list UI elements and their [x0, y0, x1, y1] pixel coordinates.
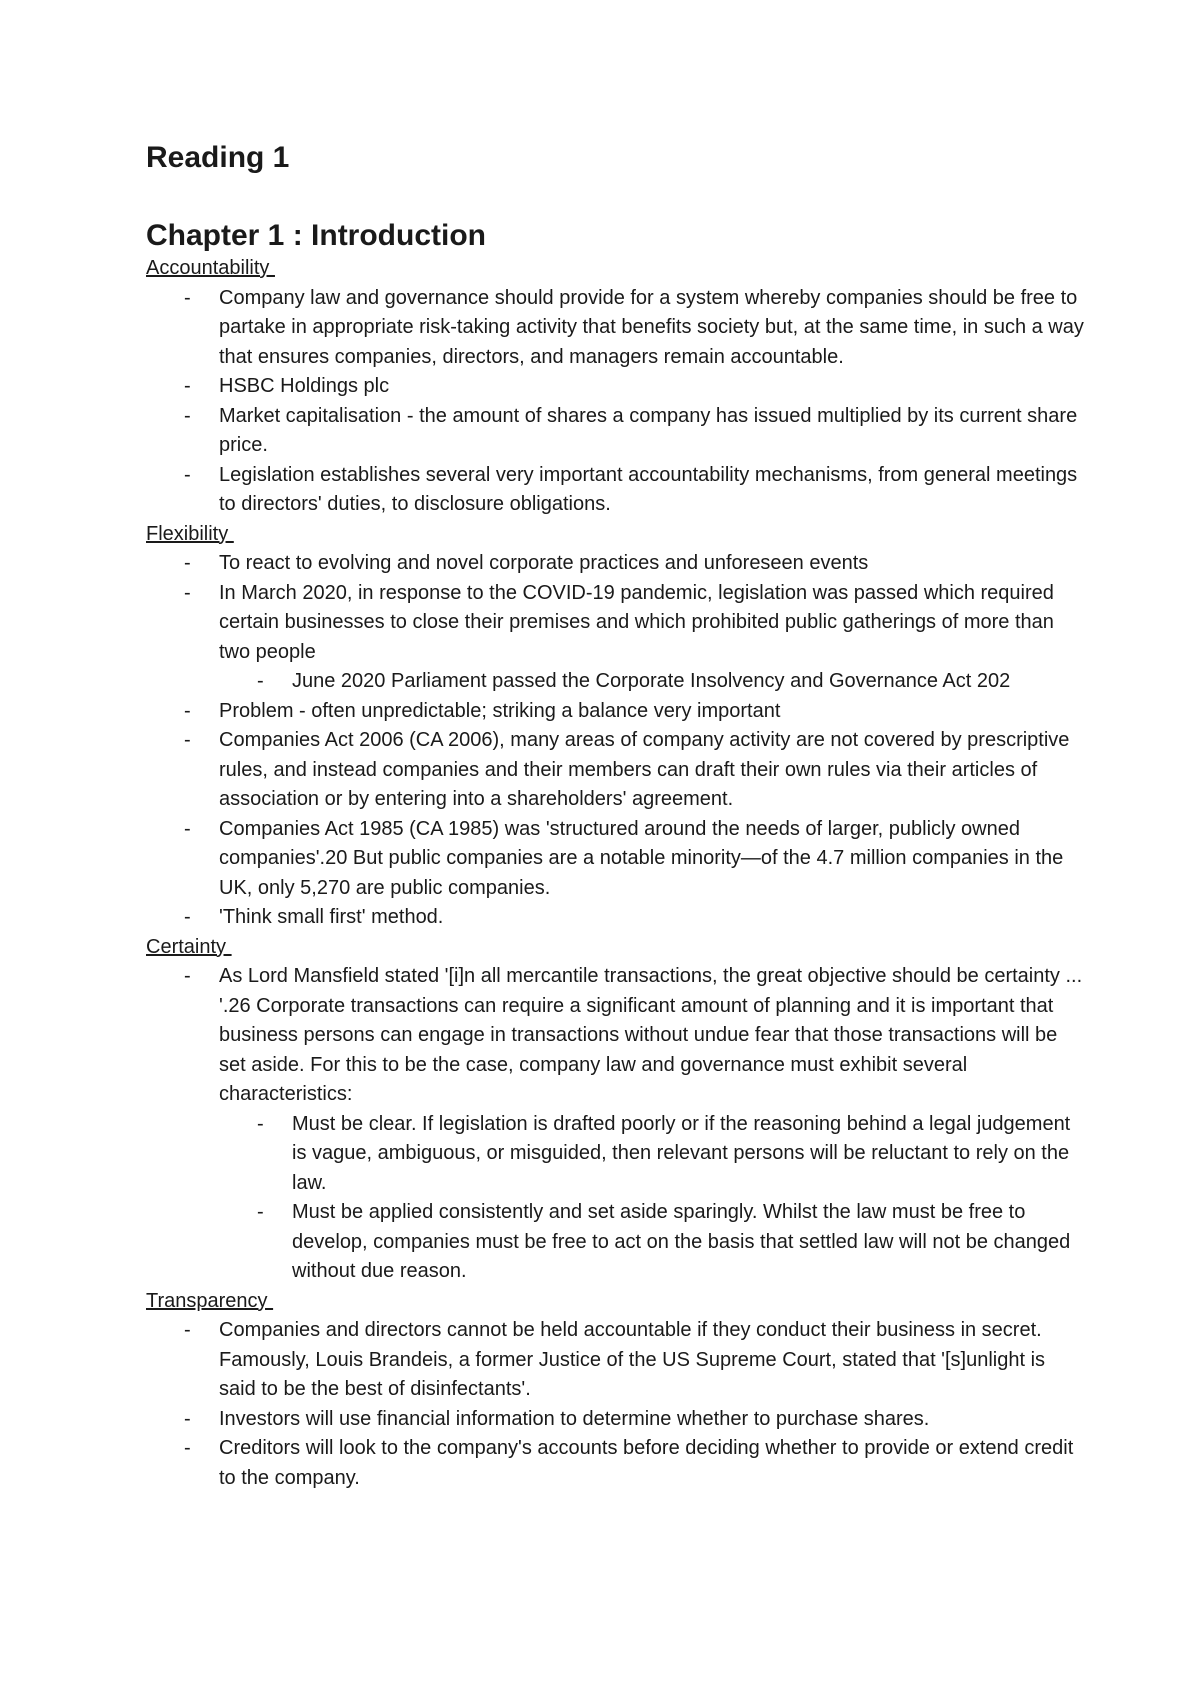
list-item [146, 726, 1086, 815]
list-item [146, 402, 1086, 461]
list-item-text: - Problem - often unpredictable; striking a balance very important [219, 699, 781, 722]
list-item [146, 461, 1086, 520]
sub-list-item: - Must be clear. If legislation is drafted poorly or if the reasoning behind a legal judgement is vague, ambiguous, or misguided, then relevant persons will be reluctant to rely on the law. [219, 1110, 1086, 1199]
sections-container [146, 254, 1086, 1493]
bullet-list [146, 1316, 1086, 1493]
list-item-text: - In March 2020, in response to the COVID-19 pandemic, legislation was passed which required certain businesses to close their premises and which prohibited public gatherings of more than two people [219, 581, 1054, 663]
list-item [146, 697, 1086, 727]
list-item-text: - Creditors will look to the company's accounts before deciding whether to provide or extend credit to the company. [219, 1437, 1074, 1489]
list-item [146, 1405, 1086, 1435]
list-item-text: - Companies Act 1985 (CA 1985) was 'structured around the needs of larger, publicly owned companies'.20 But public companies are a notable minority—of the 4.7 million companies in the UK, only 5,270 are public companies. [219, 817, 1064, 899]
list-item-text: - Companies Act 2006 (CA 2006), many areas of company activity are not covered by prescriptive rules, and instead companies and their members can draft their own rules via their articles of association or by entering into a shareholders' agreement. [219, 729, 1070, 810]
document-page [146, 140, 1086, 1493]
sub-bullet-list [219, 667, 1086, 697]
list-item-text: - Companies and directors cannot be held accountable if they conduct their business in secret. Famously, Louis Brandeis, a former Justice of the US Supreme Court, stated that '[s]unlight is said to be the best of disinfectants'. [219, 1319, 1046, 1400]
section-heading: Transparency [146, 1289, 274, 1312]
section-heading: Accountability [146, 257, 275, 279]
list-item-text: - 'Think small first' method. [219, 906, 444, 928]
chapter-title: Chapter 1 : Introduction [146, 219, 486, 252]
sub-list-item: - June 2020 Parliament passed the Corporate Insolvency and Governance Act 202 [219, 667, 1086, 697]
list-item [146, 1434, 1086, 1493]
list-item-text: - Legislation establishes several very important accountability mechanisms, from general meetings to directors' duties, to disclosure obligations. [219, 463, 1078, 515]
section-heading: Flexibility [146, 522, 234, 545]
list-item-text: - Investors will use financial information to determine whether to purchase shares. [219, 1407, 930, 1430]
bullet-list [146, 962, 1086, 1287]
list-item [146, 1316, 1086, 1405]
list-item [146, 903, 1086, 933]
list-item [146, 815, 1086, 904]
list-item [146, 549, 1086, 579]
section-heading: Certainty [146, 935, 232, 958]
list-item-text: - As Lord Mansfield stated '[i]n all mercantile transactions, the great objective should be certainty ... '.26 Corporate transactions can require a significant amount of planning and it is important that business persons can engage in transactions without undue fear that those transactions will be set aside. For this to be the case, company law and governance must exhibit several characteristics: [219, 965, 1083, 1105]
document-title: Reading 1 [146, 141, 290, 174]
list-item-text: - Market capitalisation - the amount of shares a company has issued multiplied by its current share price. [219, 404, 1078, 456]
list-item-text: - HSBC Holdings plc [219, 375, 390, 397]
list-item [146, 579, 1086, 697]
sub-bullet-list [219, 1110, 1086, 1287]
sub-list-item: - Must be applied consistently and set aside sparingly. Whilst the law must be free to develop, companies must be free to act on the basis that settled law will not be changed without due reason. [219, 1198, 1086, 1287]
list-item [146, 284, 1086, 373]
list-item [146, 372, 1086, 402]
list-item-text: - Company law and governance should provide for a system whereby companies should be free to partake in appropriate risk-taking activity that benefits society but, at the same time, in such a way that ensures companies, directors, and managers remain accountable. [219, 286, 1084, 368]
list-item [146, 962, 1086, 1287]
list-item-text: - To react to evolving and novel corporate practices and unforeseen events [219, 552, 869, 574]
bullet-list [146, 549, 1086, 933]
bullet-list [146, 284, 1086, 520]
